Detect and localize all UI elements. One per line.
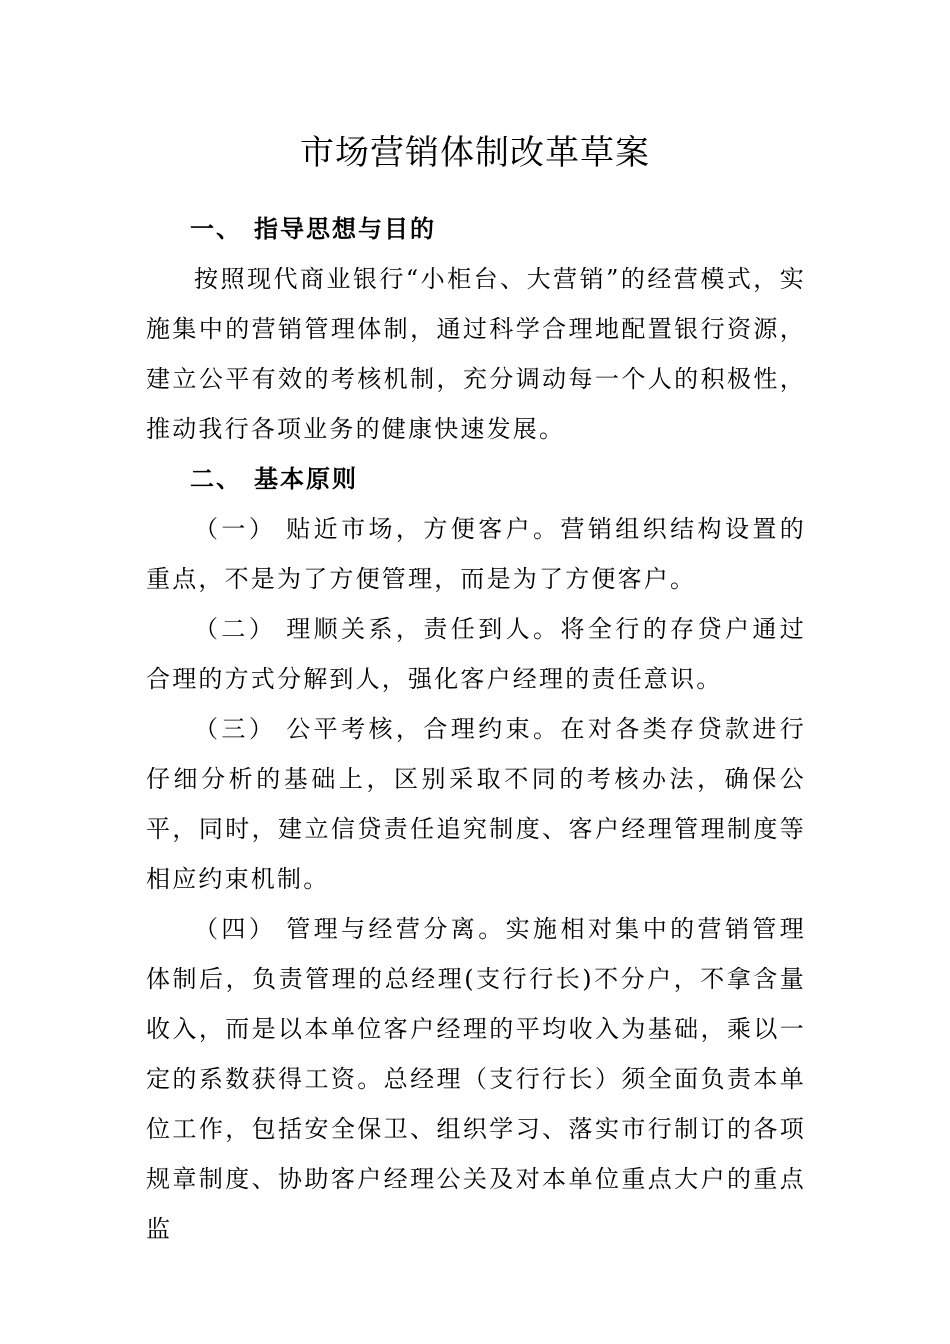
section-number: 二、 [190,465,242,493]
item-label: （一） [194,515,277,543]
item-text: 贴近市场，方便客户。营销组织结构设置的重点，不是为了方便管理，而是为了方便客户。 [146,515,806,593]
section-heading-2 [146,454,806,504]
principle-item-3 [146,704,806,904]
principle-item-2 [146,604,806,704]
section-number: 一、 [190,215,242,243]
item-label: （四） [194,915,277,943]
item-text: 公平考核，合理约束。在对各类存贷款进行仔细分析的基础上，区别采取不同的考核办法，确保公平，同时，建立信贷责任追究制度、客户经理管理制度等相应约束机制。 [146,715,806,893]
document-body [146,204,806,1254]
item-label: （三） [194,715,277,743]
principle-item-4 [146,904,806,1254]
section-title: 指导思想与目的 [254,215,436,243]
item-text: 管理与经营分离。实施相对集中的营销管理体制后，负责管理的总经理(支行行长)不分户，不拿含量收入，而是以本单位客户经理的平均收入为基础，乘以一定的系数获得工资。总经理（支行行长）须全面负责本单位工作，包括安全保卫、组织学习、落实市行制订的各项规章制度、协助客户经理公关及对本单位重点大户的重点监 [146,915,806,1243]
section-heading-1 [146,204,806,254]
principle-item-1 [146,504,806,604]
item-text: 理顺关系，责任到人。将全行的存贷户通过合理的方式分解到人，强化客户经理的责任意识。 [146,615,806,693]
document-title: 市场营销体制改革草案 [300,133,650,173]
section-title: 基本原则 [254,465,358,493]
paragraph-guiding-ideology: 按照现代商业银行“小柜台、大营销”的经营模式，实施集中的营销管理体制，通过科学合理地配置银行资源，建立公平有效的考核机制，充分调动每一个人的积极性，推动我行各项业务的健康快速发展。 [146,265,806,443]
item-label: （二） [194,615,277,643]
